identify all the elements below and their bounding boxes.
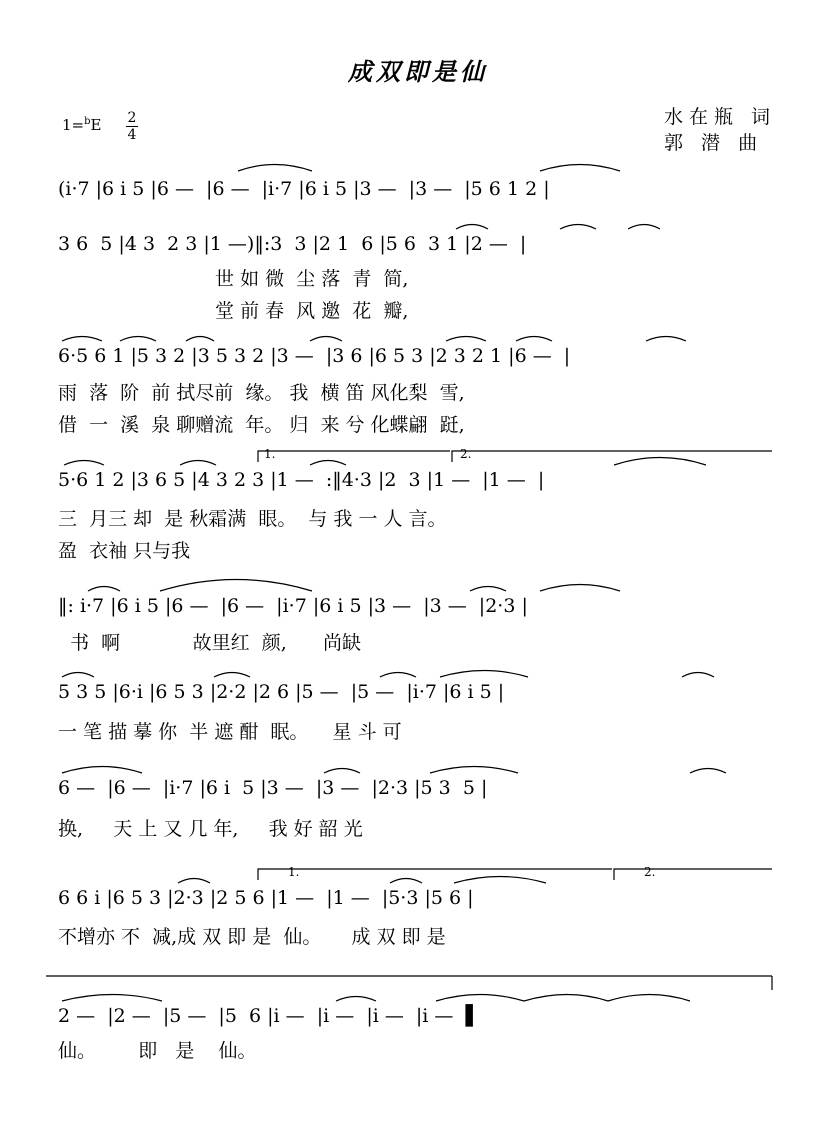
lyric-line-3a: 雨 落 阶 前 拭尽前 缘。 我 横 笛 风化梨 雪, [58, 382, 465, 404]
lyric-line-2a: 世 如 微 尘 落 青 简, [58, 268, 409, 290]
lyricist-credit: 水在瓶 词 [664, 106, 777, 128]
time-signature: 2 4 [127, 110, 137, 143]
notation-line-7: 6 — |6 — |i·7 |6 i 5 |3 — |3 — |2·3 |5 3 5 | [58, 777, 488, 799]
lyric-line-4b: 盈 衣袖 只与我 [58, 540, 191, 562]
notation-line-9: 2 — |2 — |5 — |5 6 |i — |i — |i — |i — ▌ [58, 1005, 481, 1027]
composer-credit: 郭 潜 曲 [664, 132, 764, 154]
lyric-line-5: 书 啊 故里红 颜, 尚缺 [58, 632, 361, 654]
notation-line-8: 6 6 i |6 5 3 |2·3 |2 5 6 |1 — |1 — |5·3 |5 6 | [58, 887, 474, 909]
lyric-line-2b: 堂 前 春 风 邀 花 瓣, [58, 300, 409, 322]
notation-line-6: 5 3 5 |6·i |6 5 3 |2·2 |2 6 |5 — |5 — |i·7 |6 i 5 | [58, 681, 505, 703]
volta-1-label: 1. [264, 447, 276, 461]
notation-line-1: (i·7 |6 i 5 |6 — |6 — |i·7 |6 i 5 |3 — |3 — |5 6 1 2 | [58, 178, 550, 200]
lyric-line-4a: 三 月三 却 是 秋霜满 眼。 与 我 一 人 言。 [58, 508, 447, 530]
lyric-line-7: 换, 天 上 又 几 年, 我 好 韶 光 [58, 818, 363, 840]
lyric-line-3b: 借 一 溪 泉 聊赠流 年。 归 来 兮 化蝶翩 跹, [58, 414, 465, 436]
notation-line-2: 3 6 5 |4 3 2 3 |1 —)‖:3 3 |2 1 6 |5 6 3 1 |2 — | [58, 233, 527, 255]
notation-line-5: ‖: i·7 |6 i 5 |6 — |6 — |i·7 |6 i 5 |3 — |3 — |2·3 | [58, 595, 528, 617]
volta-4-label: 2. [644, 865, 656, 879]
key-signature: 1=$^b$E [62, 116, 102, 134]
song-title: 成双即是仙 [348, 57, 488, 86]
notation-line-4: 5·6 1 2 |3 6 5 |4 3 2 3 |1 — :‖4·3 |2 3 |1 — |1 — | [58, 469, 545, 491]
lyric-line-9: 仙。 即 是 仙。 [58, 1040, 257, 1062]
volta-2-label: 2. [460, 447, 472, 461]
lyric-line-6: 一 笔 描 摹 你 半 遮 酣 眠。 星 斗 可 [58, 721, 402, 743]
volta-3-label: 1. [288, 865, 300, 879]
lyric-line-8: 不增亦 不 减,成 双 即 是 仙。 成 双 即 是 [58, 926, 446, 948]
notation-line-3: 6·5 6 1 |5 3 2 |3 5 3 2 |3 — |3 6 |6 5 3 |2 3 2 1 |6 — | [58, 345, 571, 367]
